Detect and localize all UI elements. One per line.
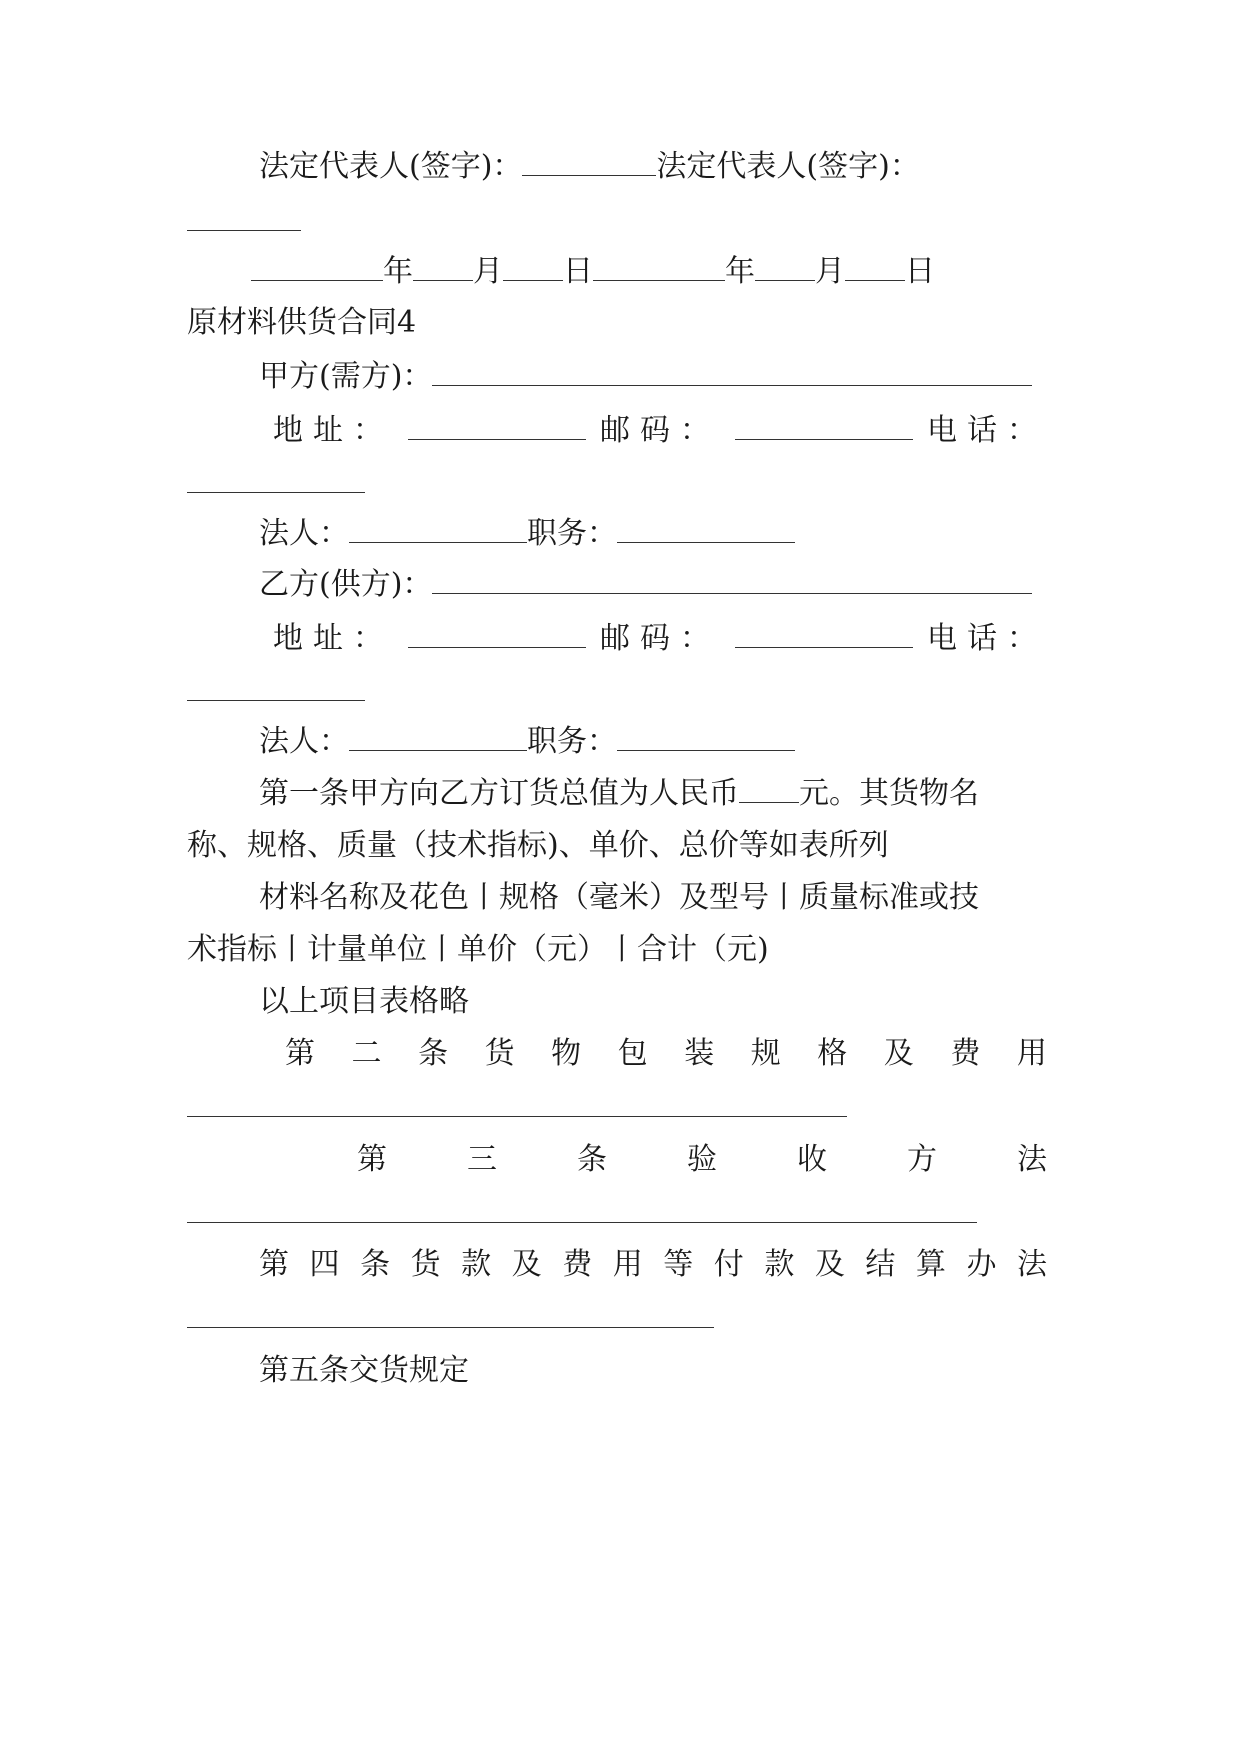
- art4-char: 结: [865, 1247, 896, 1282]
- party-a-legal-row: [187, 512, 1119, 556]
- date-row: [187, 250, 1111, 294]
- article-5-heading: 第五条交货规定: [259, 1353, 469, 1388]
- article-3-heading: [357, 1138, 1047, 1182]
- article-2-blank[interactable]: [187, 1116, 847, 1117]
- party-a-postcode-blank[interactable]: [735, 417, 913, 440]
- year-blank-a[interactable]: [251, 258, 383, 281]
- art4-char: 等: [663, 1247, 694, 1282]
- art4-char: 款: [764, 1247, 795, 1282]
- sig-label-b: 法定代表人(签字)：: [656, 149, 920, 184]
- party-a-address-blank[interactable]: [408, 417, 586, 440]
- art2-char: 装: [684, 1036, 715, 1071]
- article-1-pre: 第一条甲方向乙方订货总值为人民币: [259, 776, 739, 811]
- art4-char: 条: [360, 1247, 391, 1282]
- month-label-a: 月: [473, 254, 503, 289]
- article-1-line-2: 称、规格、质量（技术指标)、单价、总价等如表所列: [187, 828, 889, 863]
- party-a-blank[interactable]: [432, 363, 1032, 386]
- year-label-a: 年: [383, 254, 413, 289]
- party-b-contact-row: [187, 617, 1047, 661]
- party-a-legal-label: 法人：: [259, 516, 349, 551]
- total-value-blank[interactable]: [739, 780, 799, 803]
- art4-char: 货: [410, 1247, 441, 1282]
- art4-char: 第: [259, 1247, 289, 1282]
- day-label-b: 日: [905, 254, 935, 289]
- art2-char: 第: [285, 1036, 315, 1071]
- art4-char: 四: [309, 1247, 340, 1282]
- art2-char: 二: [351, 1036, 382, 1071]
- table-header-line-1: 材料名称及花色丨规格（毫米）及型号丨质量标准或技: [259, 880, 979, 915]
- art4-char: 及: [511, 1247, 542, 1282]
- month-blank-a[interactable]: [413, 258, 473, 281]
- party-a-position-blank[interactable]: [617, 520, 795, 543]
- article-4-blank[interactable]: [187, 1327, 714, 1328]
- party-a-phone-label: 电话：: [927, 413, 1047, 448]
- month-blank-b[interactable]: [755, 258, 815, 281]
- art2-char: 包: [617, 1036, 648, 1071]
- party-b-legal-row: [187, 720, 1119, 764]
- art3-char: 收: [797, 1142, 827, 1177]
- party-b-label: 乙方(供方)：: [259, 567, 433, 602]
- party-b-postcode-label: 邮码：: [600, 621, 720, 656]
- party-b-row: [187, 563, 1119, 607]
- art4-char: 费: [562, 1247, 593, 1282]
- art3-char: 方: [907, 1142, 937, 1177]
- day-label-a: 日: [563, 254, 593, 289]
- day-blank-b[interactable]: [845, 258, 905, 281]
- sig-blank-a[interactable]: [522, 153, 656, 176]
- party-b-position-blank[interactable]: [617, 728, 795, 751]
- party-b-phone-label: 电话：: [927, 621, 1047, 656]
- party-a-legal-blank[interactable]: [349, 520, 527, 543]
- art2-char: 用: [1016, 1036, 1047, 1071]
- art4-char: 办: [966, 1247, 997, 1282]
- party-a-row: [187, 355, 1119, 399]
- art3-char: 三: [467, 1142, 497, 1177]
- art3-char: 条: [577, 1142, 607, 1177]
- art4-char: 及: [814, 1247, 845, 1282]
- party-b-phone-blank[interactable]: [187, 700, 365, 701]
- table-header-line-2: 术指标丨计量单位丨单价（元）丨合计（元): [187, 932, 769, 967]
- art4-char: 法: [1016, 1247, 1047, 1282]
- art3-char: 法: [1017, 1142, 1047, 1177]
- party-a-postcode-label: 邮码：: [600, 413, 720, 448]
- art2-char: 费: [950, 1036, 981, 1071]
- art2-char: 货: [484, 1036, 515, 1071]
- article-4-heading: [259, 1243, 1047, 1287]
- art4-char: 款: [461, 1247, 492, 1282]
- party-a-position-label: 职务：: [527, 516, 617, 551]
- party-a-phone-blank[interactable]: [187, 492, 365, 493]
- article-2-heading: [285, 1032, 1047, 1076]
- party-a-contact-row: [187, 409, 1047, 453]
- sig-blank-b[interactable]: [187, 230, 301, 231]
- year-label-b: 年: [725, 254, 755, 289]
- art4-char: 付: [713, 1247, 744, 1282]
- party-b-postcode-blank[interactable]: [735, 625, 913, 648]
- party-a-address-label: 地址：: [273, 413, 393, 448]
- month-label-b: 月: [815, 254, 845, 289]
- table-note: 以上项目表格略: [259, 984, 469, 1019]
- party-b-blank[interactable]: [432, 571, 1032, 594]
- party-b-position-label: 职务：: [527, 724, 617, 759]
- party-b-legal-blank[interactable]: [349, 728, 527, 751]
- art4-char: 用: [612, 1247, 643, 1282]
- party-a-label: 甲方(需方)：: [259, 359, 433, 394]
- article-1-post: 元。其货物名: [799, 776, 979, 811]
- art2-char: 及: [883, 1036, 914, 1071]
- sig-label-a: 法定代表人(签字)：: [259, 149, 523, 184]
- article-3-blank[interactable]: [187, 1222, 977, 1223]
- year-blank-b[interactable]: [593, 258, 725, 281]
- party-b-legal-label: 法人：: [259, 724, 349, 759]
- art2-char: 格: [817, 1036, 848, 1071]
- art3-char: 验: [687, 1142, 717, 1177]
- party-b-address-label: 地址：: [273, 621, 393, 656]
- signature-row: [187, 145, 1047, 189]
- art2-char: 条: [418, 1036, 449, 1071]
- party-b-address-blank[interactable]: [408, 625, 586, 648]
- art4-char: 算: [915, 1247, 946, 1282]
- article-1-line-1: [187, 772, 1119, 816]
- art2-char: 物: [551, 1036, 582, 1071]
- day-blank-a[interactable]: [503, 258, 563, 281]
- art3-char: 第: [357, 1142, 387, 1177]
- art2-char: 规: [750, 1036, 781, 1071]
- contract-title: 原材料供货合同4: [187, 305, 417, 340]
